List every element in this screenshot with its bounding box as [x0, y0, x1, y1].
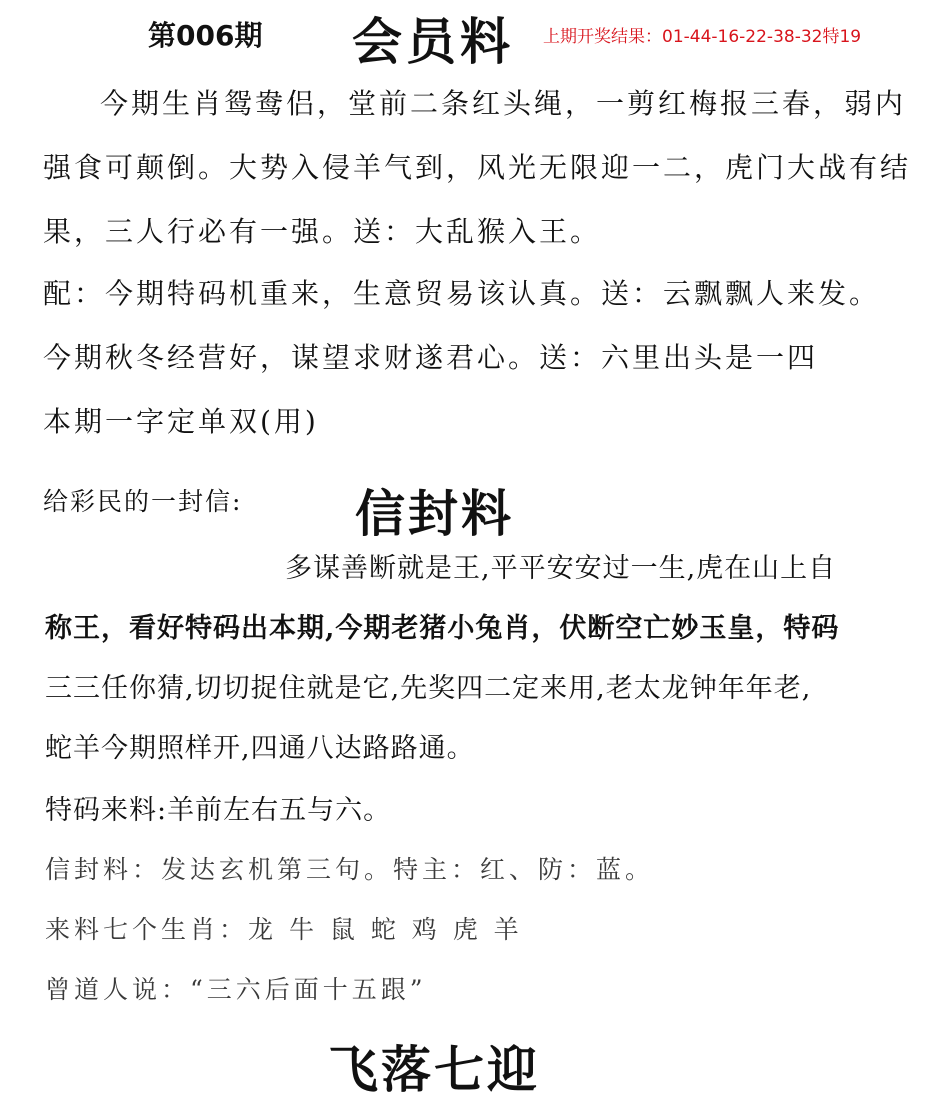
page-title: 会员料: [352, 12, 514, 71]
issue-number: 第006期: [148, 19, 263, 52]
odd-even-line: 本期一字定单双(用): [43, 405, 319, 438]
letter-line-3: 三三任你猜,切切捉住就是它,先奖四二定来用,老太龙钟年年老,: [45, 673, 812, 704]
note-zodiacs: 来料七个生肖：龙 牛 鼠 蛇 鸡 虎 羊: [45, 915, 523, 944]
note-letter-clue: 信封料：发达玄机第三句。特主：红、防：蓝。: [45, 855, 655, 884]
letter-label: 给彩民的一封信:: [43, 487, 243, 516]
footer-phrase: 飞落七迎: [328, 1040, 540, 1099]
letter-title: 信封料: [355, 484, 514, 543]
letter-line-2: 称王，看好特码出本期,今期老猪小兔肖，伏断空亡妙玉皇，特码: [45, 613, 840, 644]
letter-line-1: 多谋善断就是王,平平安安过一生,虎在山上自: [285, 553, 837, 584]
note-special-code: 特码来料:羊前左右五与六。: [45, 795, 392, 826]
verse-line-3: 果，三人行必有一强。送：大乱猴入王。: [43, 215, 602, 248]
last-draw-result: 上期开奖结果：01-44-16-22-38-32特19: [543, 27, 862, 47]
verse-line-2: 强食可颠倒。大势入侵羊气到，风光无限迎一二，虎门大战有结: [43, 151, 912, 184]
verse-line-4: 配：今期特码机重来，生意贸易该认真。送：云飘飘人来发。: [43, 277, 881, 310]
letter-line-4: 蛇羊今期照样开,四通八达路路通。: [45, 733, 475, 764]
note-quote: 曾道人说：“三六后面十五跟”: [45, 975, 427, 1004]
verse-line-5: 今期秋冬经营好，谋望求财遂君心。送：六里出头是一四: [43, 341, 819, 374]
verse-line-1: 今期生肖鸳鸯侣，堂前二条红头绳，一剪红梅报三春，弱内: [100, 87, 907, 120]
